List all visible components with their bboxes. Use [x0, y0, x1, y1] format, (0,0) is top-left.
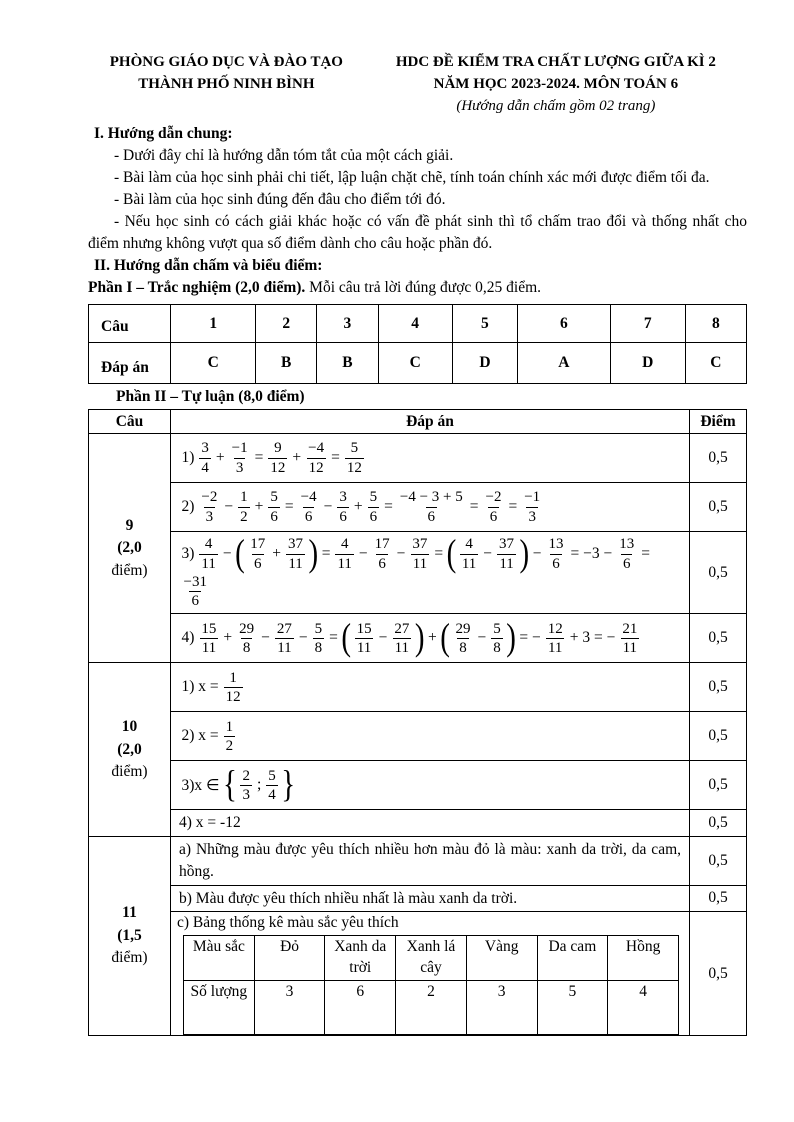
mc-row-label: Đáp án — [89, 343, 171, 384]
guide-item-1: - Dưới đây chỉ là hướng dẫn tóm tắt của một cách giải. — [114, 147, 454, 165]
fraction-denominator: 8 — [314, 639, 323, 656]
math-fraction — [617, 535, 636, 573]
math-text: = — [254, 449, 264, 467]
math-text: 3)x ∈ — [181, 776, 220, 794]
fraction-numerator: 5 — [314, 620, 323, 637]
part1-title — [88, 277, 747, 299]
fraction-numerator: 15 — [201, 620, 217, 637]
issuer-line-2: THÀNH PHỐ NINH BÌNH — [138, 75, 315, 92]
essay-table-body — [89, 434, 747, 1036]
fraction-numerator: 12 — [547, 620, 563, 637]
math-text: 1) — [181, 449, 195, 467]
math-fraction — [224, 669, 243, 707]
fraction-denominator: 6 — [254, 555, 262, 572]
math-fraction — [248, 535, 267, 573]
mc-answer: C — [378, 343, 452, 384]
math-text: − — [261, 629, 270, 647]
stat-table-value-cell: 2 — [396, 981, 467, 1035]
math-text: = − — [519, 629, 541, 647]
issuer-block — [88, 52, 365, 117]
stat-table-header-cell: Vàng — [466, 936, 537, 981]
fraction-numerator: −4 — [300, 489, 317, 506]
score-cell: 0,5 — [690, 885, 747, 912]
fraction-numerator: 5 — [493, 620, 501, 637]
stat-table-header-cell: Đỏ — [254, 936, 325, 981]
score-cell: 0,5 — [690, 761, 747, 810]
fraction-denominator: 8 — [242, 639, 251, 656]
math-bracket: { — [223, 763, 237, 806]
math-expression — [179, 715, 681, 757]
fraction-denominator: 11 — [201, 639, 217, 656]
fraction-denominator: 11 — [277, 639, 292, 656]
stat-table — [183, 935, 679, 1035]
math-expression — [179, 437, 681, 479]
fraction-denominator: 11 — [412, 555, 428, 572]
fraction-numerator: 4 — [465, 536, 473, 553]
math-fraction — [240, 767, 252, 805]
mc-question-number: 2 — [256, 305, 317, 343]
essay-row — [89, 912, 747, 1036]
essay-question-cell — [89, 837, 171, 1036]
guide-item-4: - Nếu học sinh có cách giải khác hoặc có vấn đề phát sinh thì tổ chấm trao đổi và thống nhất cho điểm nhưng không vượt qua số điểm dành cho câu hoặc phần đó. — [88, 213, 747, 253]
essay-row — [89, 663, 747, 712]
fraction-denominator: 12 — [225, 688, 241, 705]
math-bracket: ( — [446, 532, 457, 575]
fraction-denominator: 6 — [270, 508, 278, 525]
math-bracket: ) — [414, 616, 425, 659]
mc-question-number: 7 — [610, 305, 685, 343]
math-fraction — [313, 620, 325, 658]
math-fraction — [306, 439, 326, 477]
stat-table-value-cell: 3 — [466, 981, 537, 1035]
fraction-numerator: 5 — [369, 489, 378, 506]
fraction-denominator: 11 — [337, 555, 352, 572]
question-label-line: 9 — [125, 516, 134, 534]
essay-row — [89, 837, 747, 885]
score-cell: 0,5 — [690, 663, 747, 712]
math-text: − — [323, 498, 333, 516]
essay-row — [89, 712, 747, 761]
math-bracket: ( — [235, 532, 245, 575]
answer-cell — [171, 614, 690, 663]
math-fraction — [199, 535, 217, 573]
math-fraction — [286, 535, 305, 573]
math-text: − — [298, 629, 308, 647]
question-label-line: điểm) — [111, 949, 148, 967]
question-label-line: 10 — [121, 718, 138, 736]
question-label-line: (2,0 — [117, 740, 142, 758]
fraction-denominator: 3 — [235, 459, 244, 476]
mc-row-label: Câu — [89, 305, 171, 343]
math-fraction — [373, 535, 392, 573]
fraction-denominator: 3 — [528, 508, 536, 525]
math-bracket: } — [281, 763, 296, 806]
issuer-line-1: PHÒNG GIÁO DỤC VÀ ĐÀO TẠO — [109, 54, 343, 70]
stat-table-header-cell: Màu sắc — [184, 936, 255, 981]
fraction-denominator: 12 — [346, 459, 362, 476]
fraction-denominator: 2 — [225, 737, 234, 754]
stat-table-value-cell: 6 — [325, 981, 396, 1035]
mc-question-number: 1 — [171, 305, 256, 343]
mc-answer-row — [89, 343, 747, 384]
fraction-denominator: 6 — [427, 508, 436, 525]
score-cell: 0,5 — [690, 483, 747, 532]
fraction-denominator: 6 — [378, 555, 386, 572]
mc-table-body — [89, 305, 747, 384]
general-guide-section — [88, 123, 747, 299]
fraction-denominator: 6 — [191, 593, 199, 610]
fraction-numerator: 13 — [548, 536, 564, 553]
stat-table-header-cell: Xanh da trời — [325, 936, 396, 981]
mc-question-number: 8 — [685, 305, 746, 343]
fraction-numerator: 29 — [239, 620, 255, 637]
fraction-numerator: 9 — [274, 440, 282, 457]
math-fraction — [230, 439, 250, 477]
math-text: = — [284, 498, 294, 516]
fraction-numerator: −31 — [183, 573, 207, 590]
multiple-choice-table — [88, 304, 747, 384]
mc-answer: B — [317, 343, 378, 384]
math-fraction — [522, 488, 542, 526]
stat-table-header-cell: Hồng — [608, 936, 679, 981]
exam-title-block — [365, 52, 747, 117]
math-text: = — [321, 545, 331, 563]
math-fraction — [337, 488, 349, 526]
math-fraction — [266, 767, 278, 805]
fraction-numerator: 3 — [201, 440, 209, 457]
math-text: ; — [256, 776, 262, 794]
fraction-numerator: −1 — [524, 489, 541, 506]
mc-question-row — [89, 305, 747, 343]
fraction-numerator: 21 — [622, 620, 638, 637]
fraction-numerator: 3 — [339, 489, 347, 506]
math-text: − — [224, 498, 234, 516]
fraction-denominator: 6 — [304, 508, 313, 525]
fraction-numerator: 1 — [229, 669, 237, 686]
math-text: − — [483, 545, 493, 563]
math-text: + — [272, 545, 282, 563]
fraction-numerator: −4 − 3 + 5 — [399, 489, 463, 506]
essay-table — [88, 409, 747, 1036]
fraction-denominator: 6 — [622, 555, 631, 572]
exam-title-line-1: HDC ĐỀ KIỂM TRA CHẤT LƯỢNG GIỮA KÌ 2 — [395, 54, 716, 70]
fraction-denominator: 6 — [339, 508, 347, 525]
exam-title-line-2: NĂM HỌC 2023-2024. MÔN TOÁN 6 — [433, 75, 679, 92]
mc-answer: C — [685, 343, 746, 384]
math-expression — [179, 532, 681, 610]
question-label-line: điểm) — [111, 763, 148, 781]
math-bracket: ) — [506, 616, 516, 659]
essay-question-cell — [89, 434, 171, 663]
math-text: 1) x = — [181, 678, 219, 696]
essay-col-answer: Đáp án — [171, 410, 690, 434]
answer-cell — [171, 712, 690, 761]
math-fraction — [199, 488, 219, 526]
stat-table-value-cell: 4 — [608, 981, 679, 1035]
math-fraction — [546, 535, 565, 573]
answer-cell — [171, 532, 690, 614]
mc-question-number: 6 — [517, 305, 610, 343]
math-text: + — [254, 498, 264, 516]
math-fraction — [199, 439, 211, 477]
fraction-numerator: 29 — [455, 620, 471, 637]
math-text: 2) x = — [181, 727, 219, 745]
math-bracket: ( — [341, 616, 352, 659]
essay-row — [89, 434, 747, 483]
math-expression — [179, 666, 681, 708]
essay-row — [89, 761, 747, 810]
score-cell: 0,5 — [690, 614, 747, 663]
essay-row — [89, 614, 747, 663]
essay-row — [89, 532, 747, 614]
question-label-line: 11 — [122, 904, 137, 922]
fraction-denominator: 6 — [489, 508, 498, 525]
math-fraction — [275, 620, 294, 658]
stat-table-header-cell: Xanh lá cây — [396, 936, 467, 981]
math-text: = — [508, 498, 518, 516]
fraction-numerator: −2 — [201, 489, 218, 506]
answer-cell: a) Những màu được yêu thích nhiều hơn màu đỏ là màu: xanh da trời, da cam, hồng. — [171, 837, 690, 885]
fraction-denominator: 11 — [499, 555, 514, 572]
mc-answer: B — [256, 343, 317, 384]
essay-row — [89, 483, 747, 532]
math-text: − — [378, 629, 388, 647]
essay-col-score: Điểm — [690, 410, 747, 434]
fraction-denominator: 6 — [552, 555, 560, 572]
fraction-denominator: 11 — [394, 639, 410, 656]
document-header — [88, 52, 747, 117]
stat-table-header-row — [184, 936, 679, 981]
math-text: − — [222, 545, 232, 563]
fraction-denominator: 11 — [201, 555, 216, 572]
math-expression — [179, 486, 681, 528]
math-bracket: ) — [308, 532, 319, 575]
question-label-line: (2,0 — [117, 539, 142, 557]
math-fraction — [237, 620, 256, 658]
math-fraction — [460, 535, 478, 573]
fraction-numerator: −1 — [231, 440, 248, 457]
answer-cell — [171, 912, 690, 1036]
math-fraction — [182, 573, 209, 611]
math-expression — [179, 617, 681, 659]
math-fraction — [484, 488, 504, 526]
math-text: − — [477, 629, 487, 647]
score-cell: 0,5 — [690, 912, 747, 1036]
answer-cell — [171, 761, 690, 810]
math-text: + 3 = − — [569, 629, 616, 647]
math-fraction — [355, 620, 374, 658]
essay-row — [89, 810, 747, 837]
answer-cell — [171, 663, 690, 712]
fraction-numerator: 37 — [288, 536, 304, 553]
fraction-numerator: 27 — [276, 620, 292, 637]
fraction-numerator: −2 — [485, 489, 502, 506]
score-cell: 0,5 — [690, 712, 747, 761]
essay-row — [89, 885, 747, 912]
fraction-numerator: 37 — [412, 536, 428, 553]
math-text: = — [469, 498, 479, 516]
math-bracket: ( — [440, 616, 450, 659]
fraction-denominator: 11 — [622, 639, 638, 656]
fraction-denominator: 11 — [547, 639, 563, 656]
fraction-numerator: 17 — [374, 536, 390, 553]
score-cell: 0,5 — [690, 434, 747, 483]
mc-question-number: 5 — [452, 305, 517, 343]
math-fraction — [410, 535, 429, 573]
math-text: − — [532, 545, 542, 563]
score-cell: 0,5 — [690, 837, 747, 885]
math-bracket: ) — [519, 532, 530, 575]
mc-answer: A — [517, 343, 610, 384]
fraction-denominator: 11 — [461, 555, 477, 572]
stat-table-value-cell: Số lượng — [184, 981, 255, 1035]
math-text: + — [428, 629, 437, 647]
math-fraction — [335, 535, 353, 573]
math-fraction — [620, 620, 639, 658]
math-fraction — [491, 620, 503, 658]
math-text: 3) — [181, 545, 195, 563]
fraction-numerator: −4 — [308, 440, 325, 457]
question-label-line: (1,5 — [117, 926, 142, 944]
fraction-numerator: 27 — [394, 620, 410, 637]
math-text: − — [396, 545, 406, 563]
math-text: − — [358, 545, 368, 563]
math-fraction — [199, 620, 218, 658]
math-text: = — [434, 545, 444, 563]
math-expression — [179, 764, 681, 806]
math-text: + — [353, 498, 363, 516]
fraction-numerator: 1 — [240, 489, 248, 506]
fraction-denominator: 11 — [356, 639, 372, 656]
math-fraction — [268, 439, 287, 477]
answer-cell — [171, 483, 690, 532]
math-text: + — [292, 449, 302, 467]
fraction-numerator: 4 — [204, 536, 213, 553]
math-fraction — [299, 488, 319, 526]
math-fraction — [238, 488, 250, 526]
fraction-numerator: 17 — [250, 536, 266, 553]
math-fraction — [398, 488, 465, 526]
fraction-numerator: 13 — [619, 536, 635, 553]
mc-question-number: 3 — [317, 305, 378, 343]
essay-col-question: Câu — [89, 410, 171, 434]
answer-cell: b) Màu được yêu thích nhiều nhất là màu xanh da trời. — [171, 885, 690, 912]
fraction-numerator: 2 — [242, 767, 250, 784]
mc-answer: C — [171, 343, 256, 384]
part1-title-bold: Phần I – Trắc nghiệm (2,0 điểm). — [88, 279, 306, 297]
part2-title: Phần II – Tự luận (8,0 điểm) — [116, 388, 305, 406]
math-fraction — [453, 620, 472, 658]
fraction-denominator: 4 — [201, 459, 209, 476]
mc-question-number: 4 — [378, 305, 452, 343]
math-text: + — [223, 629, 233, 647]
mc-answer: D — [610, 343, 685, 384]
fraction-denominator: 11 — [288, 555, 303, 572]
math-text: 4) — [181, 629, 195, 647]
math-text: + — [215, 449, 225, 467]
math-fraction — [268, 488, 280, 526]
answer-cell: 4) x = -12 — [171, 810, 690, 837]
fraction-denominator: 12 — [270, 459, 286, 476]
math-fraction — [497, 535, 516, 573]
score-cell: 0,5 — [690, 532, 747, 614]
stat-table-intro: c) Bảng thống kê màu sắc yêu thích — [177, 914, 399, 932]
guide-item-3: - Bài làm của học sinh đúng đến đâu cho điểm tới đó. — [114, 191, 446, 209]
guide-item-2: - Bài làm của học sinh phải chi tiết, lập luận chặt chẽ, tính toán chính xác mới được điểm tối đa. — [114, 169, 710, 187]
exam-title-note: (Hướng dẫn chấm gồm 02 trang) — [456, 97, 656, 114]
math-text: = — [641, 545, 650, 563]
math-text: = −3 − — [570, 545, 613, 563]
math-fraction — [224, 718, 236, 756]
fraction-denominator: 2 — [240, 508, 248, 525]
part1-title-rest: Mỗi câu trả lời đúng được 0,25 điểm. — [305, 279, 542, 297]
math-fraction — [368, 488, 380, 526]
fraction-denominator: 3 — [242, 786, 250, 803]
fraction-denominator: 8 — [493, 639, 501, 656]
math-text: = — [384, 498, 393, 516]
fraction-denominator: 3 — [205, 508, 214, 525]
math-text: = — [329, 629, 338, 647]
math-text: 2) — [181, 498, 195, 516]
mc-answer: D — [452, 343, 517, 384]
question-label-line: điểm) — [111, 561, 148, 579]
fraction-numerator: 5 — [268, 767, 276, 784]
fraction-denominator: 12 — [308, 459, 324, 476]
stat-table-value-cell: 3 — [254, 981, 325, 1035]
math-fraction — [546, 620, 565, 658]
grading-section-title: II. Hướng dẫn chấm và biểu điểm: — [94, 257, 323, 275]
essay-question-cell — [89, 663, 171, 837]
answer-cell — [171, 434, 690, 483]
fraction-denominator: 6 — [369, 508, 378, 525]
fraction-denominator: 4 — [268, 786, 276, 803]
math-fraction — [392, 620, 411, 658]
stat-table-value-row — [184, 981, 679, 1035]
stat-table-header-cell: Da cam — [537, 936, 608, 981]
fraction-denominator: 8 — [459, 639, 467, 656]
fraction-numerator: 1 — [225, 718, 234, 735]
fraction-numerator: 5 — [270, 489, 278, 506]
score-cell: 0,5 — [690, 810, 747, 837]
fraction-numerator: 37 — [499, 536, 515, 553]
fraction-numerator: 15 — [356, 620, 372, 637]
fraction-numerator: 4 — [340, 536, 349, 553]
math-fraction — [345, 439, 364, 477]
essay-header-row — [89, 410, 747, 434]
guide-section-title: I. Hướng dẫn chung: — [94, 125, 233, 143]
stat-table-value-cell: 5 — [537, 981, 608, 1035]
fraction-numerator: 5 — [350, 440, 359, 457]
math-text: = — [331, 449, 340, 467]
